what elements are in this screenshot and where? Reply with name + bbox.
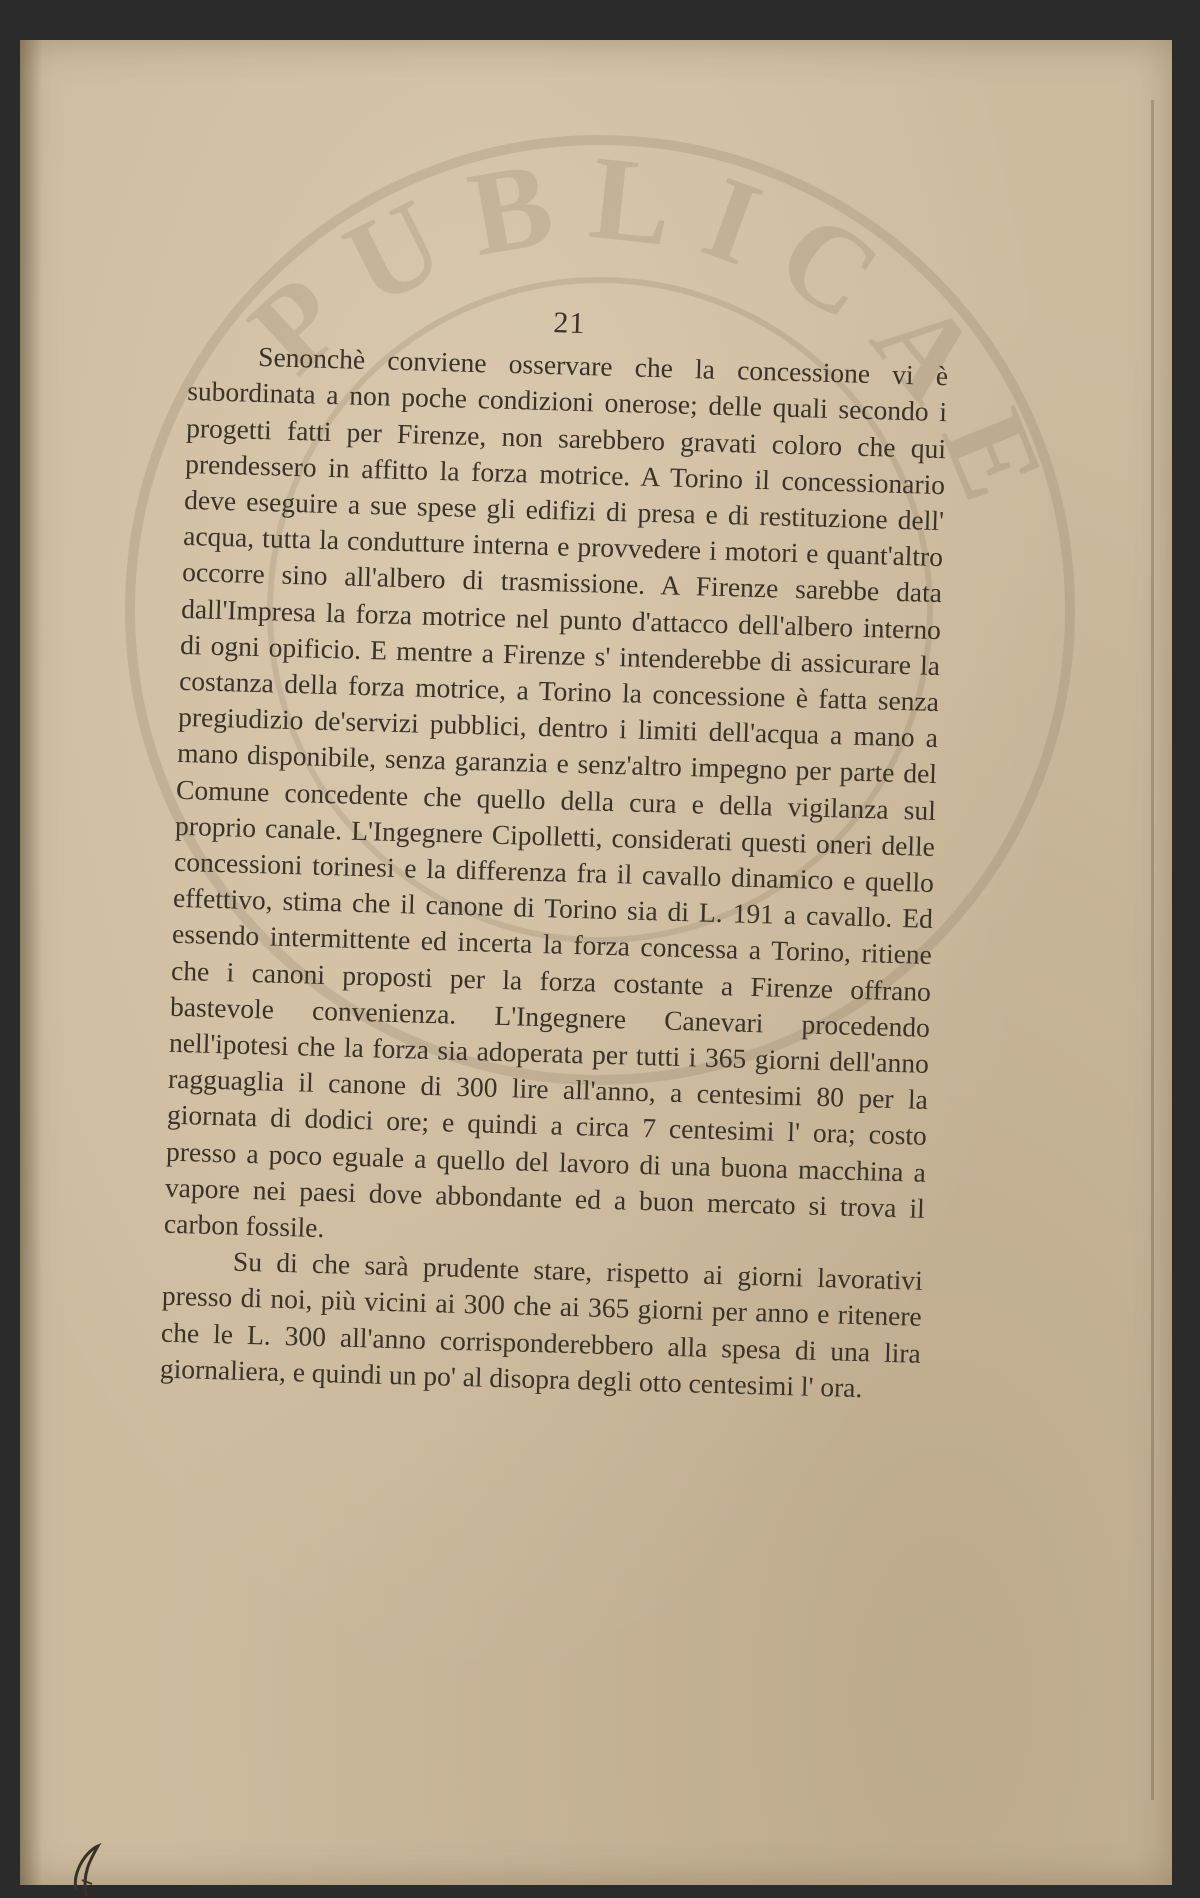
paragraph-2: Su di che sarà prudente stare, rispetto ai giorni lavorativi presso di noi, più vicini ai 300 che ai 365 giorni per anno e ritenere che le L. 300 all'anno corrisponderebbero alla spesa di una lira giornaliera, e quindi un po' al disopra degli otto centesimi l' ora. — [159, 1245, 924, 1404]
paragraph-1: Senonchè conviene osservare che la concessione vi è subordinata a non poche condizioni onerose; delle quali secondo i progetti fatti per Firenze, non sarebbero gravati coloro che qui prendessero in affitto la forza motrice. A Torino il concessionario deve eseguire a sue spese gli edifizi di presa e di restituzione dell' acqua, tutta la condutture interna e provvedere i motori e quant'altro occorre sino all'albero di trasmissione. A Firenze sarebbe data dall'Impresa la forza motrice nel punto d'attacco dell'albero interno di ogni opificio. E mentre a Firenze s' intenderebbe di assicurare la costanza della forza motrice, a Torino la concessione è fatta senza pregiudizio de'servizi pubblici, dentro i limiti dell'acqua a mano a mano disponibile, senza garanzia e senz'altro impegno per parte del Comune concedente che quello della cura e della vigilanza sul proprio canale. L'Ingegnere Cipolletti, considerati questi oneri delle concessioni torinesi e la differenza fra il cavallo dinamico e quello effettivo, stima che il canone di Torino sia di L. 191 a cavallo. Ed essendo intermittente ed incerta la forza concessa a Torino, ritiene che i canoni proposti per la forza costante a Firenze offrano bastevole convenienza. L'Ingegnere Canevari procedendo nell'ipotesi che la forza sia adoperata per tutti i 365 giorni dell'anno ragguaglia il canone di 300 lire all'anno, a centesimi 80 per la giornata di dodici ore; e quindi a circa 7 centesimi l' ora; costo presso a poco eguale a quello del lavoro di una buona macchina a vapore nei paesi dove abbondante ed a buon mercato si trova il carbon fossile. — [163, 341, 949, 1244]
ink-mark — [68, 1840, 108, 1898]
stamp-lettering: PUBLICAE — [224, 129, 1082, 545]
page-text-block — [160, 295, 950, 1408]
page-number: 21 — [552, 306, 586, 341]
page-edge — [1151, 100, 1154, 1800]
book-page — [20, 40, 1172, 1885]
